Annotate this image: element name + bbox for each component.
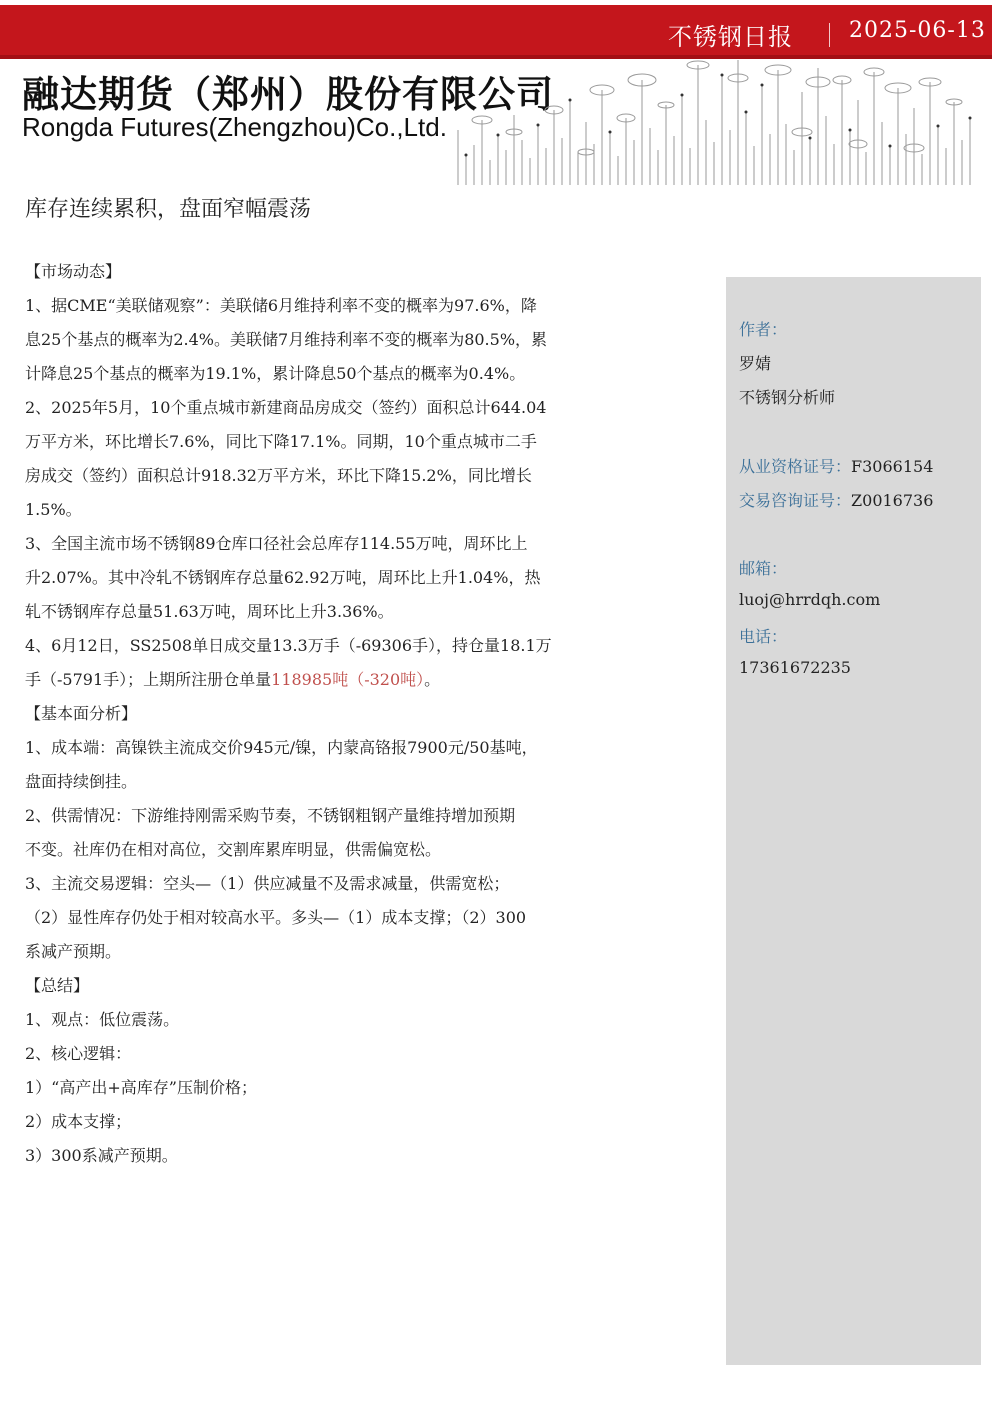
paragraph-line: 万平方米，环比增长7.6%，同比下降17.1%。同期，10个重点城市二手 — [25, 432, 537, 451]
paragraph-line: 4、6月12日，SS2508单日成交量13.3万手（-69306手），持仓量18.1万 — [25, 636, 552, 655]
paragraph-line: 3、主流交易逻辑：空头—（1）供应减量不及需求减量，供需宽松； — [25, 874, 510, 893]
paragraph-line-warehouse — [25, 663, 615, 697]
section-heading-market: 【市场动态】 — [25, 262, 122, 281]
paragraph-line: 2、供需情况：下游维持刚需采购节奏，不锈钢粗钢产量维持增加预期 — [25, 806, 516, 825]
company-name-cn: 融达期货（郑州）股份有限公司 — [22, 73, 554, 116]
paragraph-line: （2）显性库存仍处于相对较高水平。多头—（1）成本支撑；（2）300 — [25, 908, 527, 927]
email-value[interactable]: luoj@hrrdqh.com — [739, 590, 881, 609]
decorative-pattern — [452, 60, 980, 185]
paragraph-line: 2、核心逻辑： — [25, 1044, 132, 1063]
report-body — [25, 255, 615, 1173]
qualification-row — [739, 454, 933, 477]
phone-value: 17361672235 — [739, 658, 851, 677]
paragraph-line: 1.5%。 — [25, 500, 82, 519]
paragraph-line: 1、观点：低位震荡。 — [25, 1010, 180, 1029]
paragraph-line: 3、全国主流市场不锈钢89仓库口径社会总库存114.55万吨，周环比上 — [25, 534, 528, 553]
warehouse-receipt-value: 118985吨（-320吨） — [271, 670, 425, 689]
phone-label: 电话： — [739, 627, 788, 646]
paragraph-line: 1）“高产出+高库存”压制价格； — [25, 1078, 257, 1097]
section-heading-summary: 【总结】 — [25, 976, 90, 995]
report-date: 2025-06-13 — [849, 18, 986, 43]
consulting-label: 交易咨询证号： — [739, 491, 852, 510]
section-heading-fundamental: 【基本面分析】 — [25, 704, 138, 723]
warehouse-text: 手（-5791手）；上期所注册仓单量 — [25, 670, 272, 689]
paragraph-line: 盘面持续倒挂。 — [25, 772, 138, 791]
report-name: 不锈钢日报 — [668, 23, 793, 51]
qualification-label: 从业资格证号： — [739, 457, 852, 476]
paragraph-line: 系减产预期。 — [25, 942, 122, 961]
paragraph-line: 1、据CME“美联储观察”：美联储6月维持利率不变的概率为97.6%，降 — [25, 296, 537, 315]
paragraph-line: 1、成本端：高镍铁主流成交价945元/镍，内蒙高铬报7900元/50基吨， — [25, 738, 538, 757]
company-name-en: Rongda Futures(Zhengzhou)Co.,Ltd. — [22, 112, 447, 142]
paragraph-line: 2、2025年5月，10个重点城市新建商品房成交（签约）面积总计644.04 — [25, 398, 547, 417]
author-label: 作者： — [739, 320, 788, 339]
paragraph-line: 升2.07%。其中冷轧不锈钢库存总量62.92万吨，周环比上升1.04%，热 — [25, 568, 541, 587]
consulting-number: Z0016736 — [851, 491, 934, 510]
paragraph-line: 轧不锈钢库存总量51.63万吨，周环比上升3.36%。 — [25, 602, 394, 621]
paragraph-line: 不变。社库仍在相对高位，交割库累库明显，供需偏宽松。 — [25, 840, 442, 859]
paragraph-line: 息25个基点的概率为2.4%。美联储7月维持利率不变的概率为80.5%，累 — [25, 330, 548, 349]
warehouse-text-end: 。 — [424, 670, 441, 689]
consulting-row — [739, 488, 933, 511]
author-sidebar — [726, 277, 981, 1365]
paragraph-line: 房成交（签约）面积总计918.32万平方米，环比下降15.2%，同比增长 — [25, 466, 532, 485]
header-divider — [829, 23, 830, 47]
email-label: 邮箱： — [739, 559, 788, 578]
author-name: 罗婧 — [739, 354, 772, 373]
paragraph-line: 2）成本支撑； — [25, 1112, 132, 1131]
report-headline: 库存连续累积，盘面窄幅震荡 — [25, 197, 312, 222]
paragraph-line: 3）300系减产预期。 — [25, 1146, 178, 1165]
qualification-number: F3066154 — [851, 457, 934, 476]
header-bar — [0, 5, 992, 59]
author-title: 不锈钢分析师 — [739, 388, 836, 407]
paragraph-line: 计降息25个基点的概率为19.1%，累计降息50个基点的概率为0.4%。 — [25, 364, 526, 383]
